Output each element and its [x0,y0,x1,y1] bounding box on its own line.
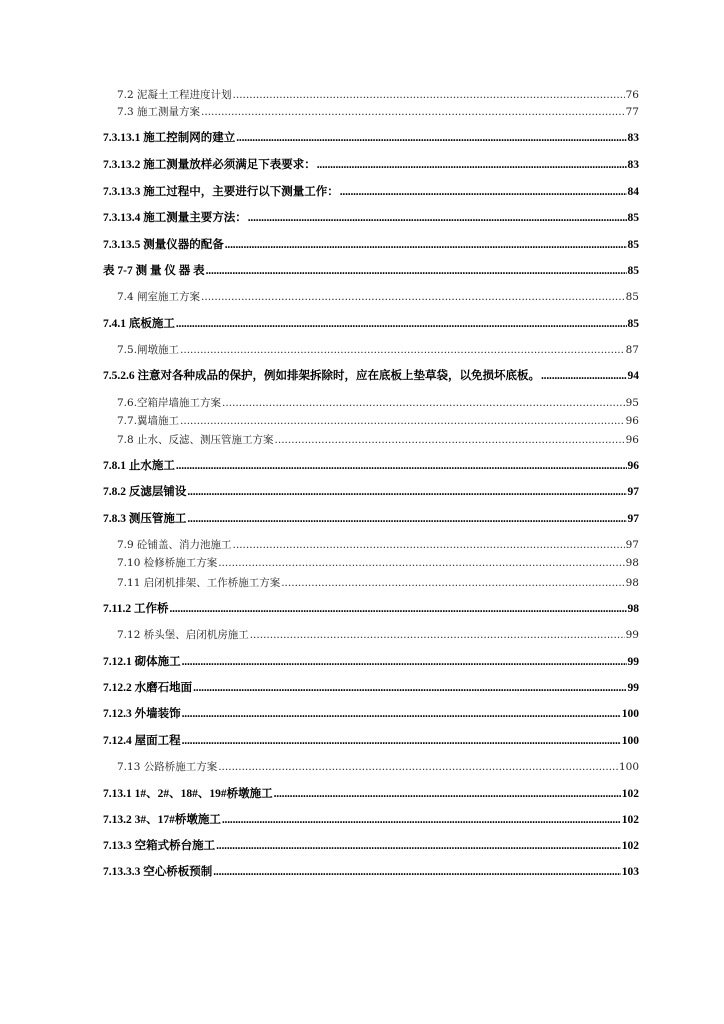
toc-page-number: 98 [627,603,639,615]
toc-leader-dots [274,786,621,802]
toc-entry[interactable] [103,555,639,571]
toc-entry[interactable] [103,184,639,200]
toc-leader-dots [176,316,627,332]
toc-entry[interactable] [103,680,639,696]
toc-entry[interactable] [103,601,639,617]
toc-entry-label: 7.6.空箱岸墙施工方案 [117,397,222,409]
toc-page-number: 76 [625,89,639,101]
toc-entry-label: 7.3.13.2 施工测量放样必须满足下表要求： [103,159,316,171]
toc-entry-label: 7.3 施工测量方案 [117,106,201,118]
toc-leader-dots [187,484,626,500]
toc-leader-dots [248,210,627,226]
toc-leader-dots [201,104,625,120]
toc-leader-dots [225,237,627,253]
toc-page-number: 100 [618,761,639,773]
toc-page-number: 83 [627,132,639,144]
toc-leader-dots [182,654,627,670]
toc-entry-label: 7.12.4 屋面工程 [103,735,181,747]
toc-leader-dots [216,838,621,854]
toc-leader-dots [180,413,625,429]
toc-entry-label: 7.12 桥头堡、启闭机房施工 [117,629,249,641]
toc-entry-label: 7.3.13.1 施工控制网的建立 [103,132,236,144]
toc-entry-label: 7.8.2 反滤层铺设 [103,486,187,498]
toc-entry[interactable] [103,342,639,358]
toc-leader-dots [233,87,625,103]
toc-page-number: 98 [625,577,639,589]
toc-page-number: 85 [627,239,639,251]
toc-entry[interactable] [103,157,639,173]
toc-entry[interactable] [103,812,639,828]
toc-entry[interactable] [103,537,639,553]
toc-entry-label: 7.9 砼铺盖、消力池施工 [117,539,232,551]
toc-page-number: 97 [627,486,639,498]
toc-entry-label: 7.11 启闭机排架、工作桥施工方案 [117,577,281,589]
toc-leader-dots [176,458,627,474]
toc-entry-label: 7.8.1 止水施工 [103,460,175,472]
toc-leader-dots [180,342,625,358]
toc-entry-label: 7.12.2 水磨石地面 [103,682,193,694]
toc-page-number: 85 [627,212,639,224]
toc-entry[interactable] [103,627,639,643]
toc-entry[interactable] [103,511,639,527]
toc-page-number: 84 [627,186,639,198]
toc-leader-dots [182,733,621,749]
toc-entry[interactable] [103,210,639,226]
toc-leader-dots [275,432,625,448]
toc-page-number: 97 [627,513,639,525]
toc-entry[interactable] [103,263,639,279]
toc-entry[interactable] [103,706,639,722]
toc-page-number: 85 [627,318,639,330]
toc-entry[interactable] [103,864,639,880]
toc-leader-dots [541,368,627,384]
toc-page-number: 102 [621,814,639,826]
toc-entry-label: 7.7.翼墙施工 [117,415,180,427]
toc-page-number: 95 [625,397,639,409]
toc-leader-dots [187,511,626,527]
toc-entry-label: 7.13.3.3 空心桥板预制 [103,866,213,878]
toc-page-number: 77 [625,106,639,118]
toc-entry-label: 表 7-7 测 量 仪 器 表 [103,265,205,277]
toc-leader-dots [218,555,624,571]
toc-entry[interactable] [103,316,639,332]
toc-page-number: 87 [625,344,639,356]
toc-leader-dots [213,864,621,880]
toc-entry-label: 7.3.13.4 施工测量主要方法： [103,212,247,224]
toc-entry-label: 7.12.3 外墙装饰 [103,708,181,720]
toc-entry-label: 7.13.3 空箱式桥台施工 [103,840,216,852]
toc-page-number: 100 [621,708,639,720]
toc-leader-dots [222,395,625,411]
toc-entry[interactable] [103,759,639,775]
toc-entry-label: 7.8 止水、反滤、测压管施工方案 [117,434,274,446]
toc-leader-dots [206,263,627,279]
toc-entry-label: 7.8.3 测压管施工 [103,513,187,525]
toc-leader-dots [218,759,618,775]
toc-entry-label: 7.5.闸墩施工 [117,344,180,356]
toc-entry-label: 7.11.2 工作桥 [103,603,169,615]
toc-entry[interactable] [103,289,639,305]
toc-leader-dots [201,289,625,305]
toc-entry[interactable] [103,104,639,120]
toc-page-number: 96 [625,415,639,427]
toc-entry[interactable] [103,654,639,670]
toc-page-number: 99 [627,682,639,694]
toc-leader-dots [193,680,626,696]
toc-entry-label: 7.3.13.5 测量仪器的配备 [103,239,224,251]
toc-entry[interactable] [103,733,639,749]
toc-leader-dots [317,157,627,173]
toc-leader-dots [222,812,621,828]
toc-entry[interactable] [103,130,639,146]
toc-page-number: 85 [625,291,639,303]
toc-leader-dots [250,627,625,643]
toc-page-number: 102 [621,788,639,800]
toc-entry[interactable] [103,484,639,500]
toc-page-number: 83 [627,159,639,171]
toc-entry-label: 7.13 公路桥施工方案 [117,761,218,773]
toc-entry[interactable] [103,87,639,103]
toc-entry-label: 7.10 检修桥施工方案 [117,557,218,569]
toc-entry-label: 7.4 闸室施工方案 [117,291,201,303]
toc-entry[interactable] [103,432,639,448]
toc-entry[interactable] [103,575,639,591]
toc-entry[interactable] [103,368,639,384]
toc-leader-dots [340,184,627,200]
toc-entry-label: 7.13.2 3#、17#桥墩施工 [103,814,221,826]
toc-entry[interactable] [103,458,639,474]
toc-leader-dots [281,575,624,591]
toc-page-number: 103 [621,866,639,878]
toc-page-number: 102 [621,840,639,852]
toc-leader-dots [182,706,621,722]
toc-page-number: 99 [627,656,639,668]
toc-leader-dots [233,537,625,553]
toc-page-number: 94 [627,370,639,382]
toc-leader-dots [170,601,627,617]
toc-entry[interactable] [103,395,639,411]
toc-page-number: 85 [627,265,639,277]
toc-page-number: 96 [625,434,639,446]
toc-entry-label: 7.13.1 1#、2#、18#、19#桥墩施工 [103,788,273,800]
toc-entry-label: 7.2 泥凝土工程进度计划 [117,89,232,101]
toc-entry-label: 7.5.2.6 注意对各种成品的保护，例如排架拆除时，应在底板上垫草袋，以免损坏底板。 [103,370,540,382]
toc-entry[interactable] [103,237,639,253]
toc-leader-dots [236,130,626,146]
toc-page-number: 99 [625,629,639,641]
toc-entry[interactable] [103,838,639,854]
toc-entry[interactable] [103,786,639,802]
toc-page-number: 98 [625,557,639,569]
toc-entry-label: 7.12.1 砌体施工 [103,656,181,668]
toc-page-number: 96 [627,460,639,472]
toc-page-number: 97 [625,539,639,551]
toc-entry-label: 7.4.1 底板施工 [103,318,175,330]
toc-page-number: 100 [621,735,639,747]
toc-entry[interactable] [103,413,639,429]
toc-entry-label: 7.3.13.3 施工过程中，主要进行以下测量工作： [103,186,339,198]
